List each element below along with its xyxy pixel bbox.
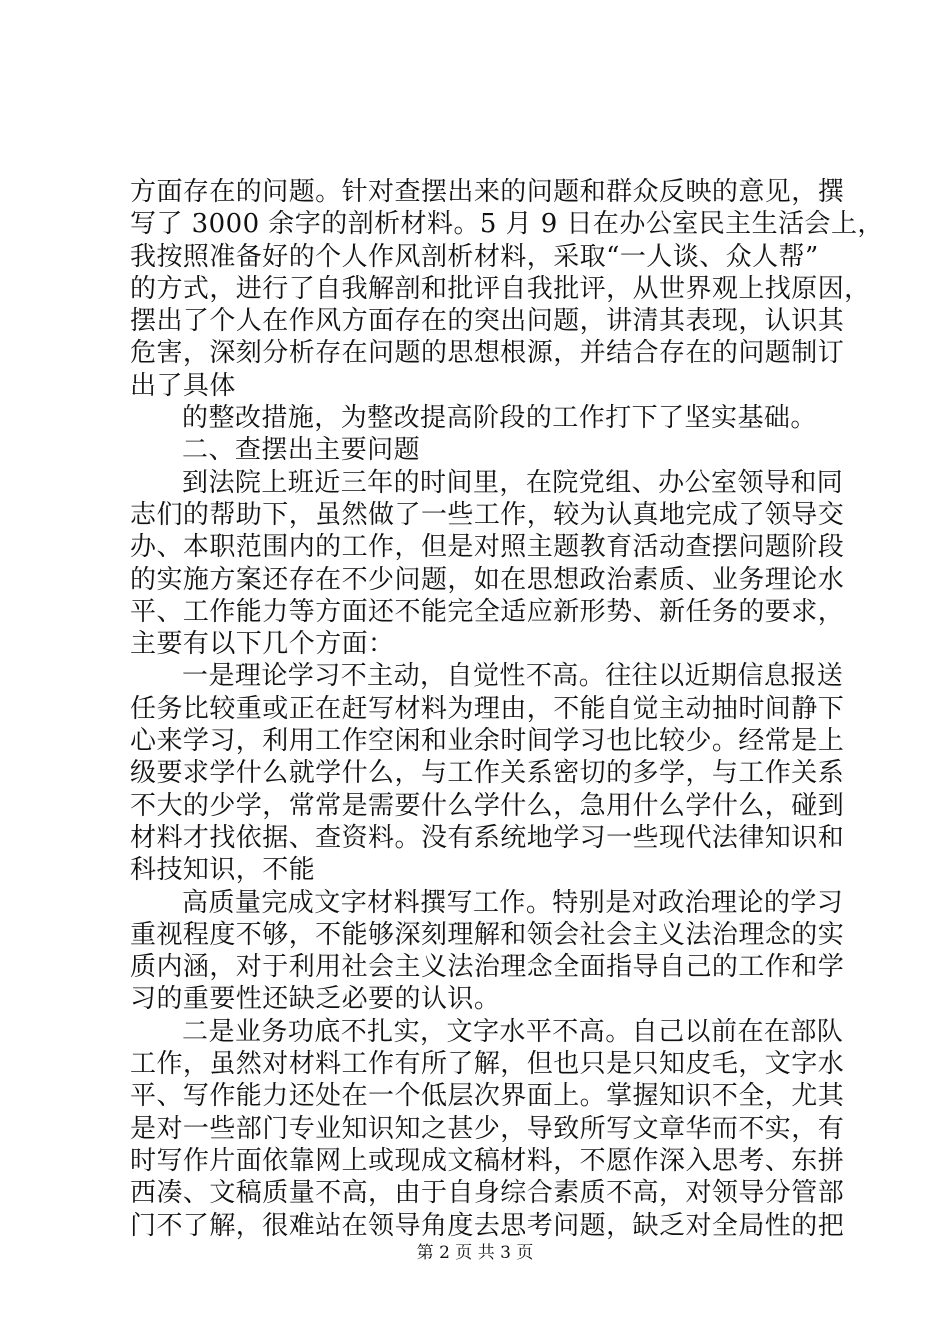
text-line: 级要求学什么就学什么，与工作关系密切的多学，与工作关系: [130, 758, 845, 789]
text-line: 工作，虽然对材料工作有所了解，但也只是只知皮毛，文字水: [130, 1049, 845, 1080]
text-line: 主要有以下几个方面：: [130, 629, 395, 660]
text-line: 时写作片面依靠网上或现成文稿材料，不愿作深入思考、东拼: [130, 1145, 845, 1176]
text-line: 二是业务功底不扎实，文字水平不高。自己以前在在部队: [182, 1016, 844, 1047]
text-line: 办、本职范围内的工作，但是对照主题教育活动查摆问题阶段: [130, 532, 845, 563]
text-line: 重视程度不够，不能够深刻理解和领会社会主义法治理念的实: [130, 919, 845, 950]
page-number-footer: 第 2 页 共 3 页: [416, 1243, 534, 1263]
text-line: 写了 3000 余字的剖析材料。5 月 9 日在办公室民主生活会上，: [130, 209, 884, 240]
text-line: 任务比较重或正在赶写材料为理由，不能自觉主动抽时间静下: [130, 693, 845, 724]
text-line: 平、写作能力还处在一个低层次界面上。掌握知识不全，尤其: [130, 1081, 845, 1112]
text-line: 西凑、文稿质量不高，由于自身综合素质不高，对领导分管部: [130, 1178, 845, 1209]
text-line: 材料才找依据、查资料。没有系统地学习一些现代法律知识和: [130, 822, 845, 853]
text-line: 习的重要性还缺乏必要的认识。: [130, 984, 501, 1015]
text-line: 质内涵，对于利用社会主义法治理念全面指导自己的工作和学: [130, 952, 845, 983]
section-heading: 二、查摆出主要问题: [182, 435, 421, 466]
text-line: 的方式，进行了自我解剖和批评自我批评，从世界观上找原因，: [130, 273, 871, 304]
text-line: 我按照准备好的个人作风剖析材料，采取“一人谈、众人帮”: [130, 241, 819, 272]
text-line: 心来学习，利用工作空闲和业余时间学习也比较少。经常是上: [130, 726, 845, 757]
text-line: 不大的少学，常常是需要什么学什么，急用什么学什么，碰到: [130, 790, 845, 821]
text-line: 平、工作能力等方面还不能完全适应新形势、新任务的要求，: [130, 596, 845, 627]
text-line: 摆出了个人在作风方面存在的突出问题，讲清其表现，认识其: [130, 306, 845, 337]
text-line: 门不了解，很难站在领导角度去思考问题，缺乏对全局性的把: [130, 1210, 845, 1241]
text-line: 志们的帮助下，虽然做了一些工作，较为认真地完成了领导交: [130, 499, 845, 530]
text-line: 科技知识，不能: [130, 855, 316, 886]
text-line: 的整改措施，为整改提高阶段的工作打下了坚实基础。: [182, 403, 817, 434]
text-line: 到法院上班近三年的时间里，在院党组、办公室领导和同: [182, 467, 844, 498]
text-line: 高质量完成文字材料撰写工作。特别是对政治理论的学习: [182, 887, 844, 918]
text-line: 的实施方案还存在不少问题，如在思想政治素质、业务理论水: [130, 564, 845, 595]
text-line: 危害，深刻分析存在问题的思想根源，并结合存在的问题制订: [130, 338, 845, 369]
text-line: 方面存在的问题。针对查摆出来的问题和群众反映的意见，撰: [130, 177, 845, 207]
text-line: 一是理论学习不主动，自觉性不高。往往以近期信息报送: [182, 661, 844, 692]
text-line: 是对一些部门专业知识知之甚少，导致所写文章华而不实，有: [130, 1113, 845, 1144]
text-line: 出了具体: [130, 370, 236, 401]
document-body: [130, 176, 884, 1242]
